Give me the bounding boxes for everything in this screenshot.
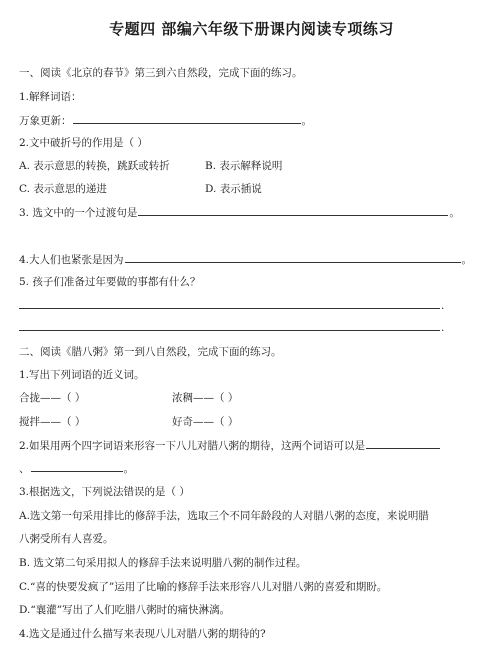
s1-q4-end: 。 (461, 254, 473, 266)
s2-q2-answer-blank-2[interactable] (31, 460, 123, 472)
s1-q2-label: 2.文中破折号的作用是（ ） (19, 137, 148, 149)
s2-q2-prefix: 、 (19, 463, 30, 475)
s1-q2-option-c: C. 表示意思的递进 (19, 183, 107, 195)
s1-q5-label: 5. 孩子们准备过年要做的事都有什么？ (19, 276, 201, 288)
page-title: 专题四 部编六年级下册课内阅读专项练习 (109, 20, 394, 38)
s2-q2-end: 。 (123, 463, 134, 475)
s2-q4-label: 4.选文是通过什么描写来表现八儿对腊八粥的期待的? (19, 628, 266, 640)
s1-q3-answer-blank[interactable] (138, 204, 448, 216)
s1-q1-term: 万象更新： (19, 115, 72, 127)
s2-q3-option-b: B. 选文第二句采用拟人的修辞手法来说明腊八粥的制作过程。 (19, 557, 307, 569)
s1-q2-option-b: B. 表示解释说明 (205, 160, 283, 172)
s1-q5-dot-2: . (441, 322, 445, 334)
s2-q3-option-c: C.“喜的快要发疯了”运用了比喻的修辞手法来形容八儿对腊八粥的喜爱和期盼。 (19, 581, 388, 593)
s2-q2-label: 2.如果用两个四字词语来形容一下八儿对腊八粥的期待，这两个词语可以是 (19, 440, 366, 452)
s2-q3-option-a-line-1: A.选文第一句采用排比的修辞手法，选取三个不同年龄段的人对腊八粥的态度，来说明腊 (19, 510, 429, 522)
s1-q3-end: 。 (449, 207, 460, 219)
s1-q4-label: 4.大人们也紧张是因为 (19, 254, 124, 266)
section1-heading: 一、阅读《北京的春节》第三到六自然段，完成下面的练习。 (19, 67, 303, 79)
s1-q5-answer-line-2[interactable] (19, 330, 440, 331)
s1-q3-row (19, 204, 460, 220)
s1-q1-end: 。 (301, 115, 312, 127)
s1-q5-answer-line-1[interactable] (19, 308, 440, 309)
s1-q4-answer-blank[interactable] (125, 251, 461, 263)
s1-q2-option-d: D. 表示插说 (205, 183, 262, 195)
s2-q1-item-a: 合拢——（ ） (19, 392, 86, 404)
s2-q1-item-c: 搅拌——（ ） (19, 416, 86, 428)
s2-q1-item-b: 浓稠——（ ） (172, 392, 239, 404)
s2-q2-row-2 (19, 460, 134, 476)
section2-heading: 二、阅读《腊八粥》第一到八自然段，完成下面的练习。 (19, 346, 282, 358)
s1-q1-label: 1.解释词语： (19, 91, 82, 103)
s2-q1-item-d: 好奇——（ ） (172, 416, 239, 428)
s2-q1-label: 1.写出下列词语的近义词。 (19, 369, 145, 381)
s2-q3-option-d: D.“襄灌”写出了人们吃腊八粥时的痛快淋漓。 (19, 604, 231, 616)
s1-q3-label: 3. 选文中的一个过渡句是 (19, 207, 138, 219)
s2-q3-option-a-line-2: 八粥受所有人喜爱。 (19, 533, 114, 545)
s2-q2-row (19, 437, 441, 453)
s2-q3-label: 3.根据选文，下列说法错误的是（ ） (19, 486, 190, 498)
s1-q1-answer-blank[interactable] (73, 112, 301, 124)
s1-q2-option-a: A. 表示意思的转换，跳跃或转折 (19, 160, 170, 172)
s1-q4-row (19, 251, 472, 267)
s1-q5-dot-1: . (441, 300, 445, 312)
s2-q2-answer-blank-1[interactable] (366, 437, 440, 449)
s1-q1-row (19, 112, 312, 128)
